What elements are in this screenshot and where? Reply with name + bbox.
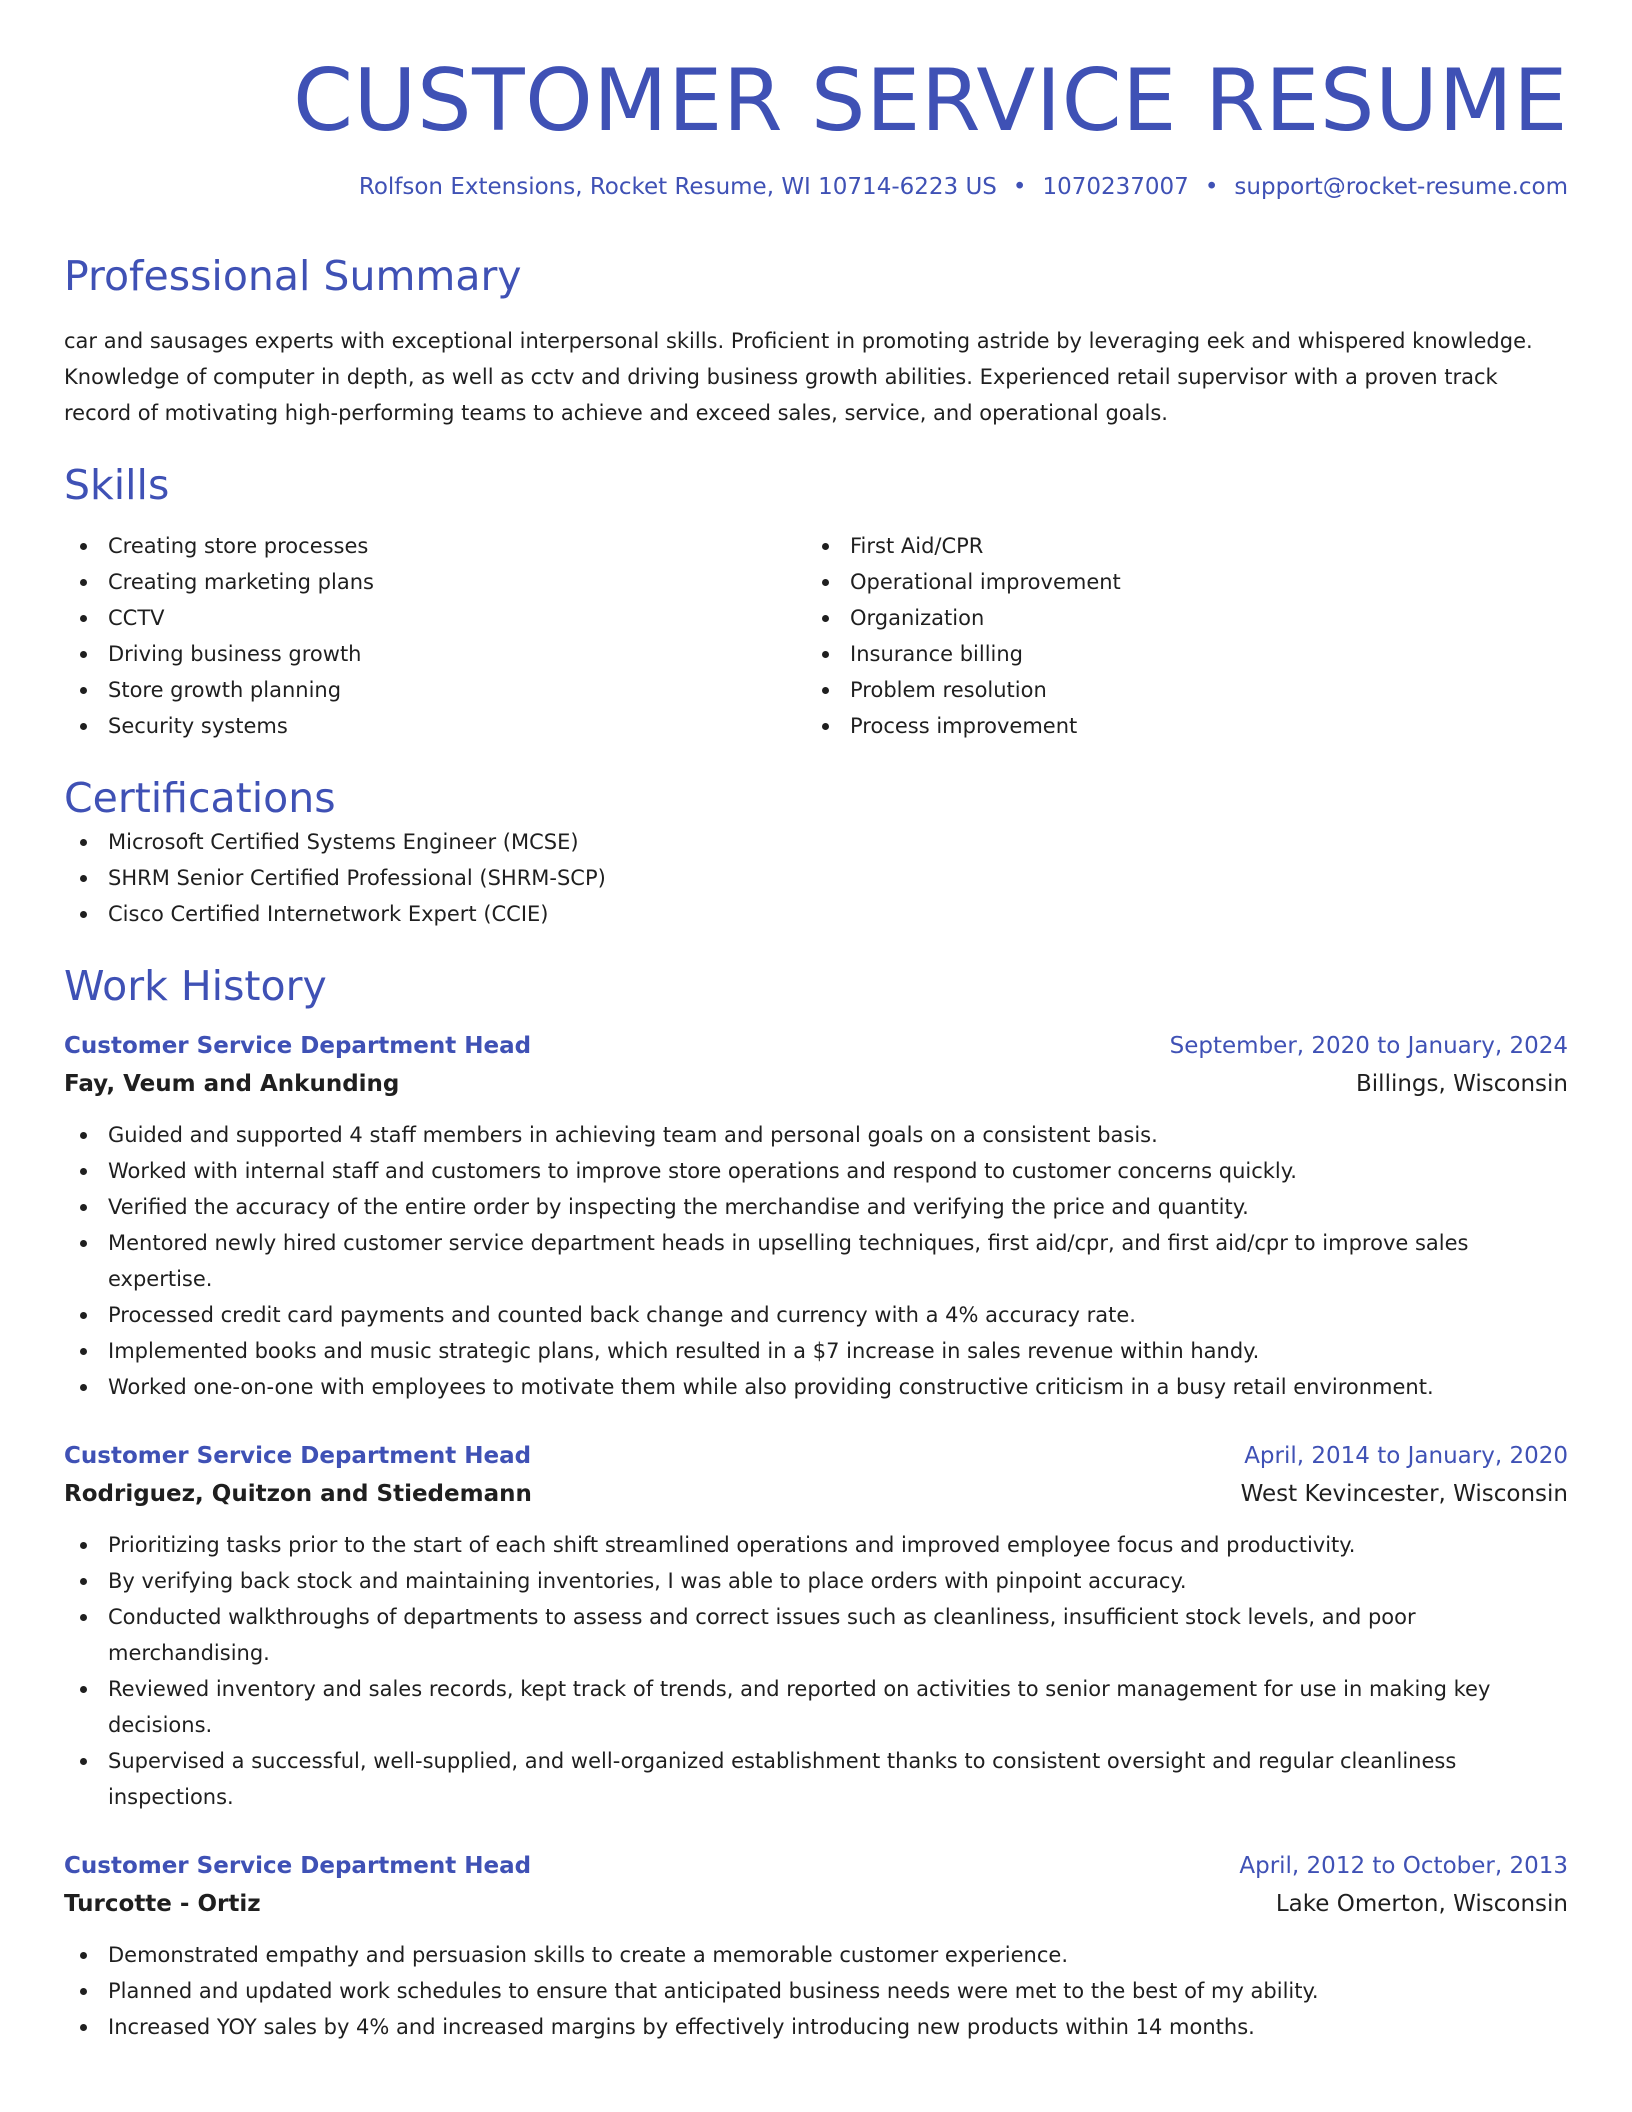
resume-name: CUSTOMER SERVICE RESUME	[292, 51, 1568, 151]
skills-heading: Skills	[64, 461, 170, 510]
job-bullet: Prioritizing tasks prior to the start of each shift streamlined operations and improved employee focus and productivity.	[64, 1527, 1568, 1563]
contact-separator: •	[1012, 174, 1027, 200]
job-dates: April, 2014 to January, 2020	[1244, 1442, 1568, 1469]
job-bullet: Planned and updated work schedules to ensure that anticipated business needs were met to the best of my ability.	[64, 1973, 1568, 2009]
contact-email: support@rocket-resume.com	[1234, 174, 1568, 200]
summary-text: car and sausages experts with exceptional interpersonal skills. Proficient in promoting astride by leveraging eek and whispered knowledge. Knowledge of computer in depth, as well as cctv and driving business growth abilities. Experienced retail supervisor with a proven track record of motivating high-performing teams to achieve and exceed sales, service, and operational goals.	[64, 329, 1533, 426]
job-bullets	[64, 1527, 1568, 1815]
job-bullet: Processed credit card payments and counted back change and currency with a 4% accuracy rate.	[64, 1297, 1568, 1333]
job-title: Customer Service Department Head	[64, 1852, 532, 1879]
job-bullet: Implemented books and music strategic plans, which resulted in a $7 increase in sales revenue within handy.	[64, 1333, 1568, 1369]
skills-column-left	[64, 528, 806, 744]
skills-column-right	[806, 528, 1121, 744]
job-bullet: Reviewed inventory and sales records, kept track of trends, and reported on activities to senior management for use in making key decisions.	[64, 1671, 1568, 1743]
contact-phone: 1070237007	[1042, 174, 1189, 200]
job-bullet: Increased YOY sales by 4% and increased margins by effectively introducing new products within 14 months.	[64, 2009, 1568, 2045]
job-location: Billings, Wisconsin	[1356, 1070, 1568, 1097]
contact-separator: •	[1204, 174, 1219, 200]
job-company: Rodriguez, Quitzon and Stiedemann	[64, 1480, 532, 1507]
job-bullet: Verified the accuracy of the entire order by inspecting the merchandise and verifying the price and quantity.	[64, 1189, 1568, 1225]
job-bullet: By verifying back stock and maintaining inventories, I was able to place orders with pinpoint accuracy.	[64, 1563, 1568, 1599]
job-entry	[64, 1437, 1568, 1815]
job-header	[64, 1437, 1568, 1475]
job-bullets	[64, 1937, 1568, 2045]
job-bullet: Supervised a successful, well-supplied, and well-organized establishment thanks to consistent oversight and regular cleanliness inspections.	[64, 1743, 1568, 1815]
job-subheader	[64, 1065, 1568, 1103]
job-bullet: Demonstrated empathy and persuasion skills to create a memorable customer experience.	[64, 1937, 1568, 1973]
job-bullet: Conducted walkthroughs of departments to assess and correct issues such as cleanliness, insufficient stock levels, and poor merchandising.	[64, 1599, 1568, 1671]
job-entry	[64, 1847, 1568, 2045]
skill-item: CCTV	[64, 600, 806, 636]
job-company: Turcotte - Ortiz	[64, 1890, 261, 1917]
job-bullet: Worked one-on-one with employees to motivate them while also providing constructive criticism in a busy retail environment.	[64, 1369, 1568, 1405]
skill-item: Security systems	[64, 708, 806, 744]
work-history-heading: Work History	[64, 961, 327, 1010]
job-header	[64, 1847, 1568, 1885]
skill-item: First Aid/CPR	[806, 528, 1121, 564]
certification-item: Cisco Certified Internetwork Expert (CCIE)	[64, 896, 1568, 932]
contact-address: Rolfson Extensions, Rocket Resume, WI 10714-6223 US	[358, 174, 997, 200]
skill-item: Process improvement	[806, 708, 1121, 744]
skills-list	[64, 528, 1568, 744]
job-bullet: Guided and supported 4 staff members in achieving team and personal goals on a consistent basis.	[64, 1117, 1568, 1153]
contact-line	[64, 174, 1568, 200]
summary-heading: Professional Summary	[64, 252, 522, 300]
skill-item: Creating marketing plans	[64, 564, 806, 600]
job-subheader	[64, 1885, 1568, 1923]
skill-item: Organization	[806, 600, 1121, 636]
job-entry	[64, 1027, 1568, 1405]
certifications-list	[64, 824, 1568, 932]
job-title: Customer Service Department Head	[64, 1442, 532, 1469]
job-company: Fay, Veum and Ankunding	[64, 1070, 400, 1097]
skill-item: Driving business growth	[64, 636, 806, 672]
job-dates: April, 2012 to October, 2013	[1239, 1852, 1568, 1879]
skill-item: Problem resolution	[806, 672, 1121, 708]
skill-item: Creating store processes	[64, 528, 806, 564]
job-location: West Kevincester, Wisconsin	[1240, 1480, 1568, 1507]
job-subheader	[64, 1475, 1568, 1513]
job-header	[64, 1027, 1568, 1065]
certifications-heading: Certifications	[64, 774, 336, 823]
job-location: Lake Omerton, Wisconsin	[1275, 1890, 1568, 1917]
skill-item: Insurance billing	[806, 636, 1121, 672]
job-bullet: Mentored newly hired customer service department heads in upselling techniques, first aid/cpr, and first aid/cpr to improve sales expertise.	[64, 1225, 1568, 1297]
certification-item: SHRM Senior Certified Professional (SHRM-SCP)	[64, 860, 1568, 896]
job-title: Customer Service Department Head	[64, 1032, 532, 1059]
job-bullets	[64, 1117, 1568, 1405]
skill-item: Store growth planning	[64, 672, 806, 708]
skill-item: Operational improvement	[806, 564, 1121, 600]
job-dates: September, 2020 to January, 2024	[1169, 1032, 1568, 1059]
job-bullet: Worked with internal staff and customers to improve store operations and respond to customer concerns quickly.	[64, 1153, 1568, 1189]
certification-item: Microsoft Certified Systems Engineer (MCSE)	[64, 824, 1568, 860]
